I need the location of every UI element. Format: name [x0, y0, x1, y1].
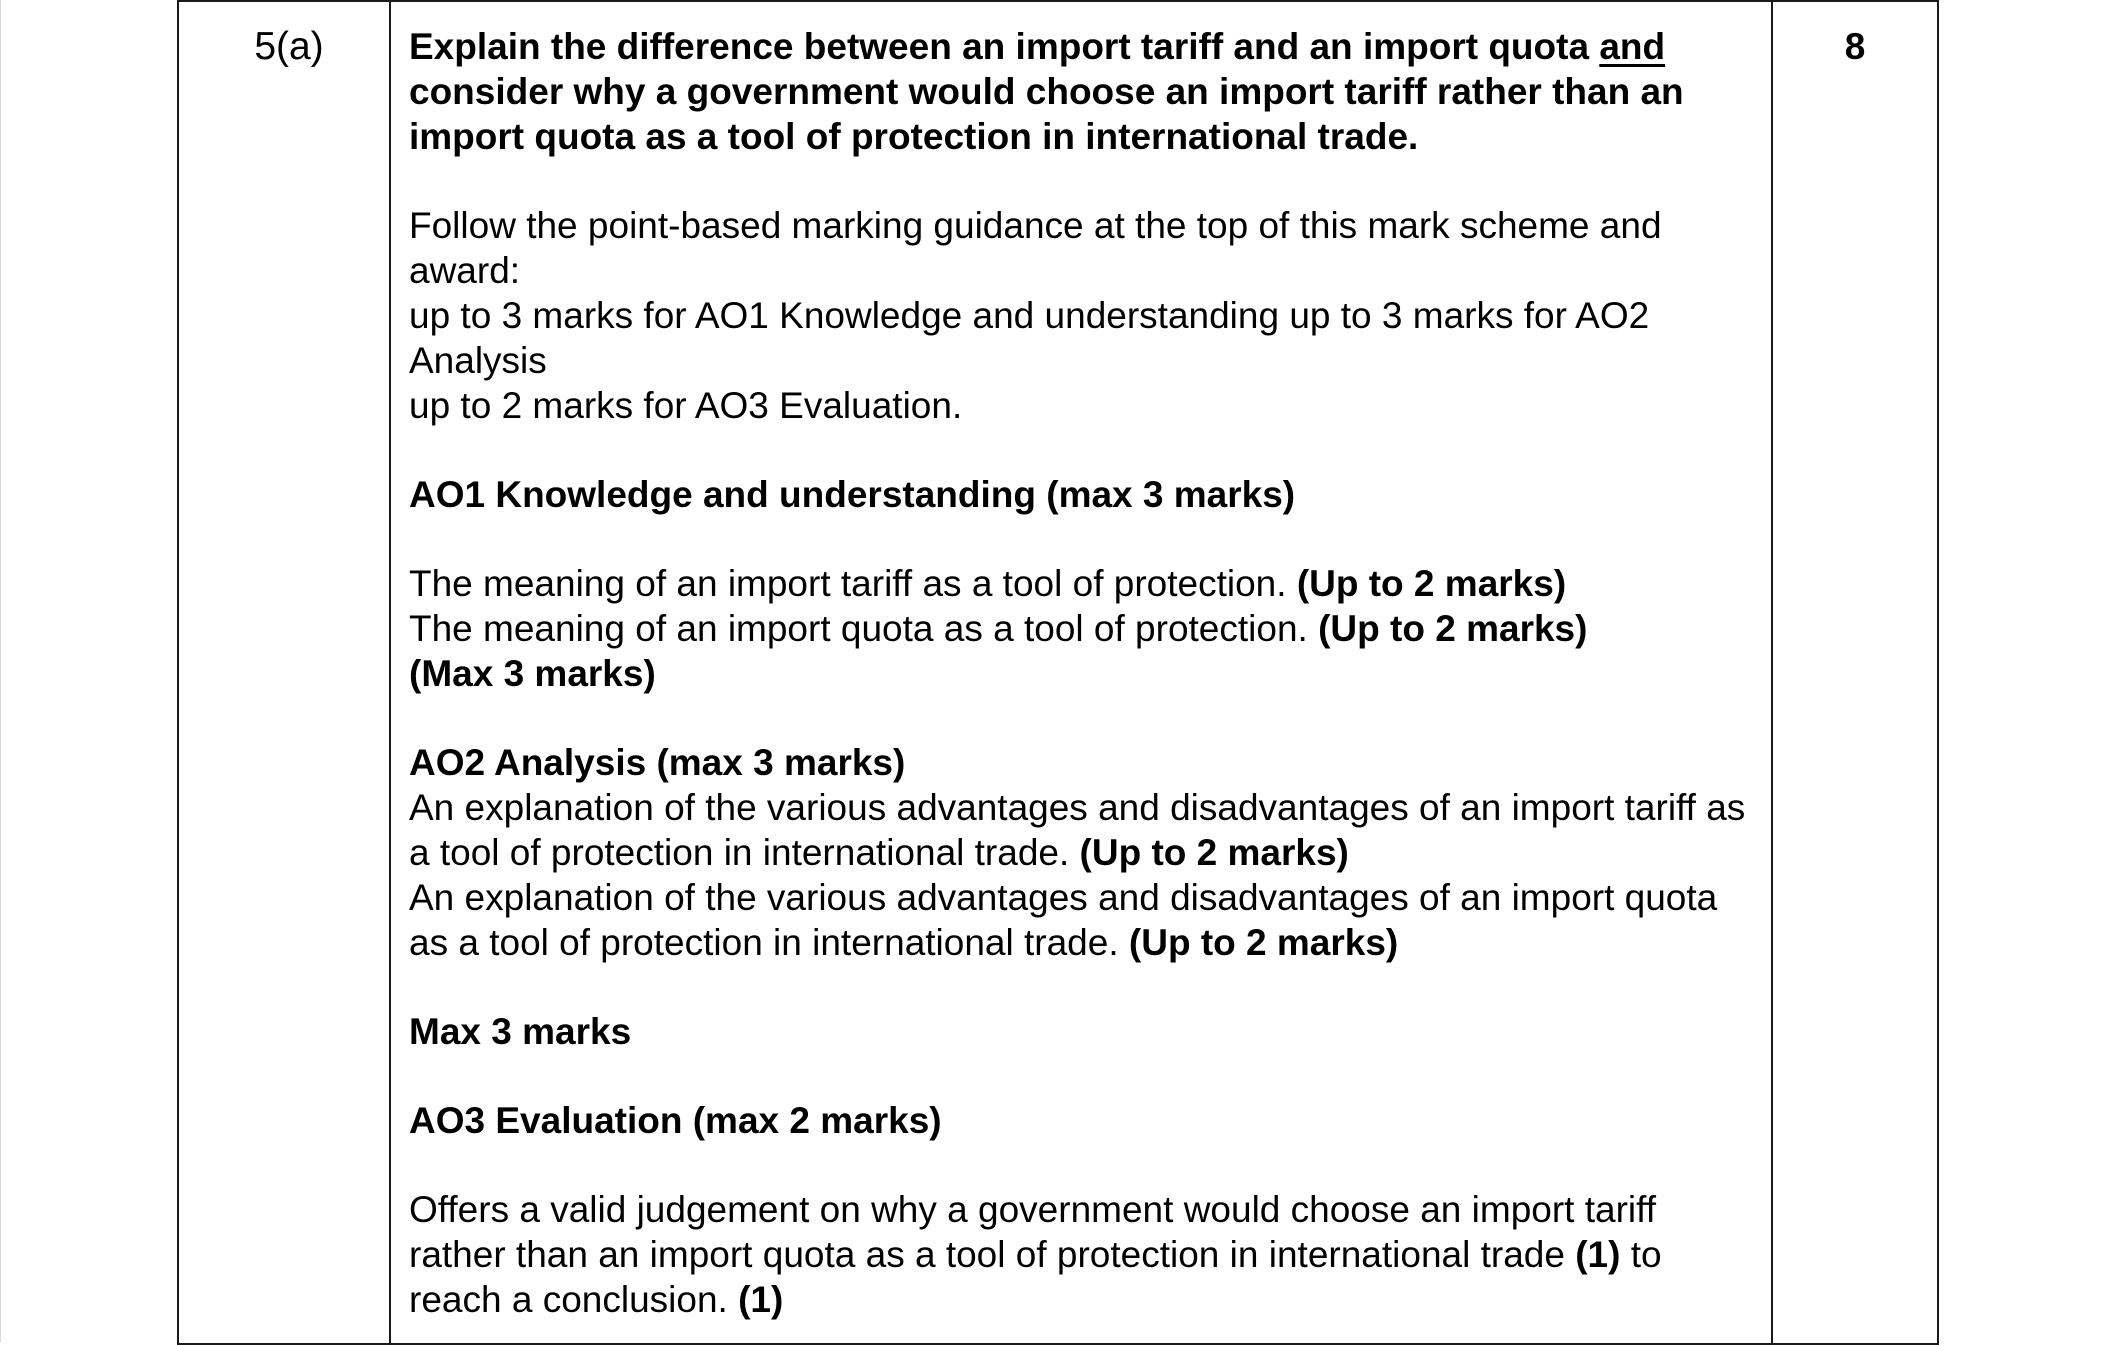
ao1-item1-text: The meaning of an import tariff as a tool of protection. [409, 563, 1287, 604]
question-number-cell [178, 1, 390, 1344]
ao2-item2-text: An explanation of the various advantages and disadvantages of an import quota as a tool of protection in international trade. [409, 877, 1718, 963]
ao1-max: (Max 3 marks) [409, 653, 656, 694]
mark-scheme-table [177, 0, 1939, 1345]
ao3-mark2: (1) [738, 1279, 784, 1320]
ao1-item1-marks: (Up to 2 marks) [1296, 563, 1567, 604]
guidance-cell [390, 1, 1772, 1344]
ao2-item1 [409, 785, 1751, 875]
ao1-item1 [409, 561, 1751, 606]
ao1-item2-text: The meaning of an import quota as a tool of protection. [409, 608, 1308, 649]
guidance-content [391, 2, 1771, 1322]
ao2-item1-text: An explanation of the various advantages and disadvantages of an import tariff as a tool of protection in international trade. [409, 787, 1746, 873]
question-number: 5(a) [254, 25, 324, 68]
ao3-text2: to reach a conclusion. [409, 1234, 1662, 1320]
ao2-item1-marks: (Up to 2 marks) [1079, 832, 1349, 873]
ao2-item2 [409, 875, 1751, 965]
ao2-item2-marks: (Up to 2 marks) [1128, 922, 1399, 963]
question-row [178, 1, 1938, 1344]
question-prompt-part2: consider why a government would choose an import tariff rather than an import quota as a tool of protection in international trade. [409, 71, 1684, 157]
ao3-item [409, 1187, 1751, 1322]
guidance-intro-line1: Follow the point-based marking guidance at the top of this mark scheme and award: [409, 205, 1662, 291]
question-prompt-underlined: and [1599, 26, 1666, 67]
ao1-heading: AO1 Knowledge and understanding (max 3 marks) [409, 474, 1296, 515]
ao2-max: Max 3 marks [409, 1011, 632, 1052]
marks-cell [1772, 1, 1938, 1344]
ao2-heading: AO2 Analysis (max 3 marks) [409, 742, 906, 783]
page-edge-line [0, 0, 1, 1342]
question-prompt [409, 24, 1751, 159]
ao1-item2-marks: (Up to 2 marks) [1318, 608, 1588, 649]
guidance-intro-line2: up to 3 marks for AO1 Knowledge and understanding up to 3 marks for AO2 Analysis [409, 295, 1650, 381]
ao3-mark1: (1) [1575, 1234, 1621, 1275]
ao3-text1: Offers a valid judgement on why a government would choose an import tariff rather than an import quota as a tool of protection in international trade [409, 1189, 1657, 1275]
ao3-heading: AO3 Evaluation (max 2 marks) [409, 1100, 942, 1141]
question-prompt-part1: Explain the difference between an import tariff and an import quota [409, 26, 1590, 67]
guidance-intro-line3: up to 2 marks for AO3 Evaluation. [409, 385, 963, 426]
ao1-item2 [409, 606, 1751, 651]
total-marks: 8 [1844, 26, 1866, 67]
